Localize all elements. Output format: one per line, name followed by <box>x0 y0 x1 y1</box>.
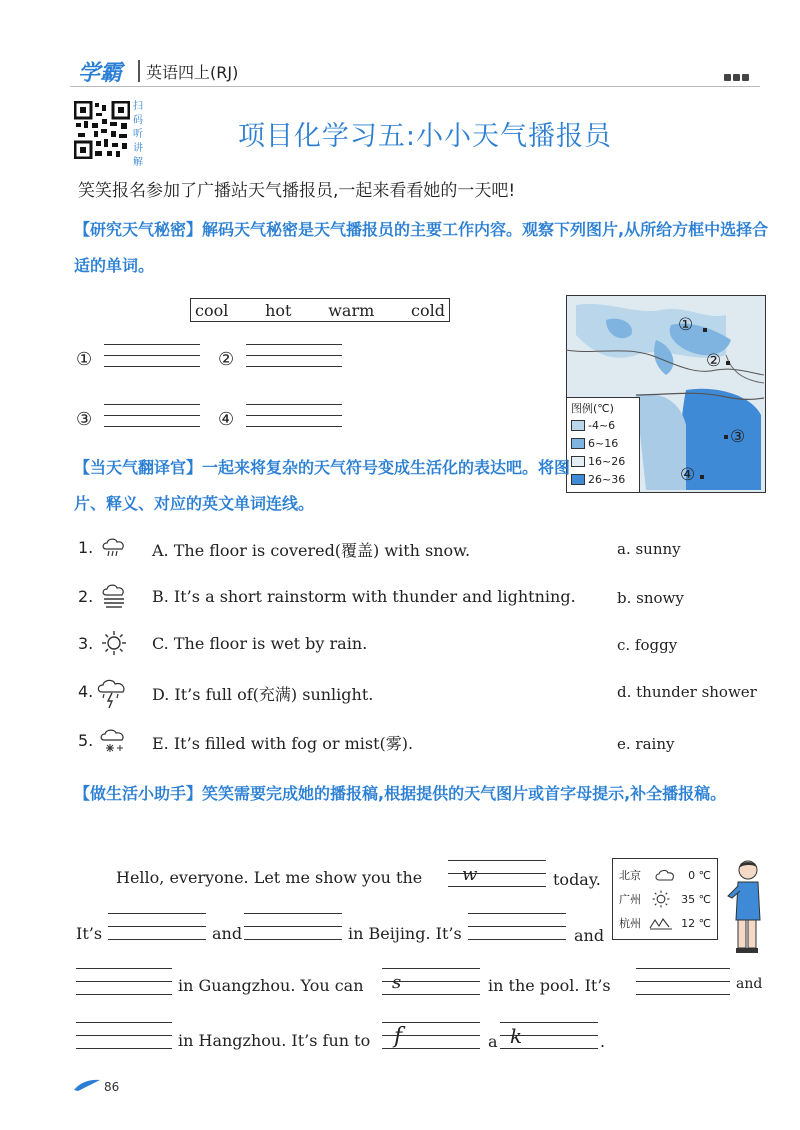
word-box <box>190 298 450 322</box>
script-text: and <box>574 926 605 945</box>
cloud-icon <box>654 868 676 882</box>
header-dots-icon <box>724 66 751 85</box>
thunder-icon <box>96 676 132 710</box>
map-marker: ① <box>678 315 694 335</box>
qr-caption: 扫码听讲解 <box>133 101 143 168</box>
script-text: and <box>212 924 243 943</box>
fog-icon <box>100 582 128 610</box>
forecast-row <box>619 887 711 911</box>
blank-weather-1[interactable] <box>108 913 206 940</box>
section3-tag: 【做生活小助手】 <box>74 784 203 803</box>
forecast-temp: 12 ℃ <box>681 916 711 930</box>
header-rule <box>70 86 760 87</box>
script-text: in Guangzhou. You can <box>178 976 364 995</box>
wind-icon <box>649 916 673 930</box>
match-number: 3. <box>78 634 94 653</box>
match-description: C. The floor is wet by rain. <box>152 634 368 653</box>
script-text: a <box>488 1032 498 1051</box>
page-title: 项目化学习五:小小天气播报员 <box>237 121 613 152</box>
temperature-map <box>566 295 766 493</box>
script-text: It’s <box>76 924 103 943</box>
match-number: 5. <box>78 731 94 750</box>
snow-icon <box>98 727 130 757</box>
match-number: 2. <box>78 587 94 606</box>
hint-letter-f: f <box>394 1024 403 1049</box>
legend-item <box>571 434 635 452</box>
section2-text: 一起来将复杂的天气符号变成生活化的表达吧。将图片、释义、对应的英文单词连线。 <box>74 458 571 513</box>
map-marker: ③ <box>730 427 746 447</box>
section3-instructions <box>74 776 774 812</box>
blank-weather-3[interactable] <box>468 913 566 940</box>
answer-blank-4[interactable] <box>246 404 342 437</box>
match-number: 1. <box>78 538 94 557</box>
script-text: in Hangzhou. It’s fun to <box>178 1031 371 1050</box>
answer-blank-2[interactable] <box>246 344 342 377</box>
answer-number: ③ <box>76 409 93 430</box>
word-option: cold <box>411 300 445 320</box>
legend-label: 6~16 <box>588 436 619 450</box>
blank-weather-4[interactable] <box>76 968 172 995</box>
legend-label: 26~36 <box>588 472 626 486</box>
forecast-city: 杭州 <box>619 917 641 930</box>
header-separator <box>138 60 140 82</box>
match-answer: c. foggy <box>617 636 678 654</box>
section1-text: 解码天气秘密是天气播报员的主要工作内容。观察下列图片,从所给方框中选择合适的单词。 <box>74 220 769 275</box>
forecast-row <box>619 911 711 935</box>
word-option: warm <box>328 300 375 320</box>
script-text: . <box>600 1032 606 1051</box>
forecast-row <box>619 863 711 887</box>
map-point <box>726 361 730 365</box>
page-number: 86 <box>104 1080 120 1094</box>
answer-number: ④ <box>218 409 235 430</box>
match-description: E. It’s filled with fog or mist(雾). <box>152 734 414 753</box>
forecast-temp: 0 ℃ <box>688 868 711 882</box>
word-option: cool <box>195 300 229 320</box>
forecast-city: 广州 <box>619 893 641 906</box>
answer-blank-3[interactable] <box>104 404 200 437</box>
script-text: today. <box>553 870 601 889</box>
brand-logo: 学霸 <box>78 61 123 86</box>
match-description: A. The floor is covered(覆盖) with snow. <box>152 541 471 560</box>
blank-weather-2[interactable] <box>244 913 342 940</box>
section2-instructions <box>74 450 574 522</box>
blank-weather-6[interactable] <box>76 1022 172 1049</box>
map-point <box>703 328 707 332</box>
forecast-card <box>612 858 718 940</box>
map-marker: ④ <box>680 465 696 485</box>
legend-swatch <box>571 438 585 449</box>
match-description: D. It’s full of(充满) sunlight. <box>152 685 374 704</box>
map-legend <box>566 397 640 493</box>
script-text: in Beijing. It’s <box>348 924 462 943</box>
match-answer: d. thunder shower <box>617 683 757 701</box>
legend-swatch <box>571 420 585 431</box>
legend-item <box>571 452 635 470</box>
section2-tag: 【当天气翻译官】 <box>74 458 203 477</box>
blank-weather-5[interactable] <box>636 968 730 995</box>
match-number: 4. <box>78 682 94 701</box>
answer-number: ① <box>76 349 93 370</box>
match-description: B. It’s a short rainstorm with thunder and lightning. <box>152 587 576 606</box>
rain-cloud-icon <box>100 535 128 559</box>
map-point <box>724 435 728 439</box>
hint-letter-s: s <box>392 972 402 993</box>
legend-label: -4~6 <box>588 418 616 432</box>
forecast-temp: 35 ℃ <box>681 892 711 906</box>
match-answer: e. rainy <box>617 735 675 753</box>
page-corner-icon <box>72 1078 102 1092</box>
script-text: Hello, everyone. Let me show you the <box>116 868 423 887</box>
word-option: hot <box>265 300 292 320</box>
legend-item <box>571 416 635 434</box>
hint-letter-k: k <box>510 1024 523 1048</box>
intro-text: 笑笑报名参加了广播站天气播报员,一起来看看她的一天吧! <box>78 181 516 201</box>
match-answer: b. snowy <box>617 589 684 607</box>
book-title: 英语四上(RJ) <box>146 63 239 82</box>
legend-item <box>571 470 635 488</box>
presenter-illustration <box>726 858 766 958</box>
answer-blank-1[interactable] <box>104 344 200 377</box>
section1-tag: 【研究天气秘密】 <box>74 220 203 239</box>
map-point <box>700 475 704 479</box>
legend-label: 16~26 <box>588 454 626 468</box>
script-text: and <box>736 976 763 992</box>
sun-icon <box>651 889 671 909</box>
script-text: in the pool. It’s <box>488 976 611 995</box>
match-answer: a. sunny <box>617 540 681 558</box>
legend-title: 图例(℃) <box>571 402 614 415</box>
section3-text: 笑笑需要完成她的播报稿,根据提供的天气图片或首字母提示,补全播报稿。 <box>202 784 727 803</box>
section1-instructions <box>74 212 774 284</box>
sun-icon <box>101 630 127 656</box>
answer-number: ② <box>218 349 235 370</box>
forecast-city: 北京 <box>619 869 641 882</box>
map-marker: ② <box>706 351 722 371</box>
hint-letter-w: w <box>462 864 478 885</box>
